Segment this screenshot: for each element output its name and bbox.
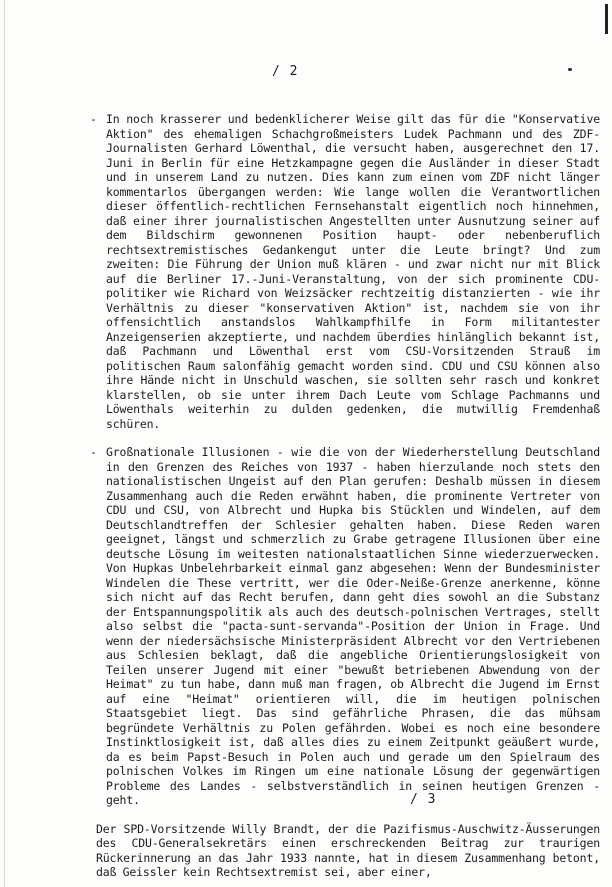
document-body xyxy=(90,112,600,880)
closing-paragraph: Der SPD-Vorsitzende Willy Brandt, der die Pazifismus-Auschwitz-Äusserungen des CDU-Generalsekretärs einen erschreckenden Beitrag zur traurigen Rückerinnerung an das Jahr 1933 nannte, hat in diesem Zusammenhang betont, daß Geissler kein Rechtsextremist sei, aber einer, xyxy=(96,821,600,879)
scan-edge-line xyxy=(4,0,5,887)
scan-speck xyxy=(568,68,572,71)
bullet-item-text: Großnationale Illusionen - wie die von der Wiederherstellung Deutschland in den Grenzen des Reiches von 1937 - haben hierzulande noch stets den nationalistischen Ungeist auf den Plan gerufen: Deshalb müssen in diesem Zusammenhang auch die Reden erwähnt haben, die prominente Vertreter von CDU und CSU, von Albrecht und Hupka bis Stücklen und Windelen, auf dem Deutschlandtreffen der Schlesier gehalten haben. Diese Reden waren geeignet, längst und schmerzlich zu Grabe getragene Illusionen über eine deutsche Lösung im weitesten nationalstaatlichen Sinne wiederzuerwecken. Von Hupkas Unbelehrbarkeit einmal ganz abgesehen: Wenn der Bundesminister Windelen die These vertritt, wer die Oder-Neiße-Grenze anerkenne, könne sich nicht auf das Recht berufen, dann geht dies sowohl an die Substanz der Entspannungspolitik als auch des deutsch-polnischen Vertrages, stellt also selbst die "pacta-sunt-servanda"-Position der Union in Frage. Und wenn der niedersächsische Ministerpräsident Albrecht vor den Vertriebenen aus Schlesien beklagt, daß die angebliche Orientierungslosigkeit von Teilen unserer Jugend mit einer "bewußt betriebenen Abwendung von der Heimat" zu tun habe, dann muß man fragen, ob Albrecht die Jugend im Ernst auf eine "Heimat" orientieren will, die im heutigen polnischen Staatsgebiet liegt. Das sind gefährliche Phrasen, die das mühsam begründete Verhältnis zu Polen gefährden. Wobei es noch eine besondere Instinktlosigkeit ist, daß alles dies zu einem Zeitpunkt geäußert wurde, da es beim Papst-Besuch in Polen auch und gerade um den Spielraum des polnischen Volkes im Ringen um eine nationale Lösung der gegenwärtigen Probleme des Landes - selbstverständlich in seinen heutigen Grenzen - geht. xyxy=(106,445,600,807)
bullet-dash: - xyxy=(90,445,97,459)
bullet-item-text: In noch krasserer und bedenklicherer Weise gilt das für die "Konservative Aktion" des ehemaligen Schachgroßmeisters Ludek Pachmann und des ZDF-Journalisten Gerhard Löwenthal, die versucht haben, ausgerechnet den 17. Juni in Berlin für eine Hetzkampagne gegen die Ausländer in dieser Stadt und in unserem Land zu nutzen. Dies kann zum einen vom ZDF nicht länger kommentarlos übergangen werden: Wie lange wollen die Verantwortlichen dieser öffentlich-rechtlichen Fernsehanstalt eigentlich noch hinnehmen, daß einer ihrer journalistischen Angestellten unter Ausnutzung seiner auf dem Bildschirm gewonnenen Position haupt- oder nebenberuflich rechtsextremistisches Gedankengut unter die Leute bringt? Und zum zweiten: Die Führung der Union muß klären - und zwar nicht nur mit Blick auf die Berliner 17.-Juni-Veranstaltung, von der sich prominente CDU-politiker wie Richard von Weizsäcker rechtzeitig distanzierten - wie ihr Verhältnis zu dieser "konservativen Aktion" ist, nachdem sie von ihr offensichtlich anstandslos Wahlkampfhilfe in Form militantester Anzeigenserien akzeptierte, und nachdem überdies hinlänglich bekannt ist, daß Pachmann und Löwenthal erst vom CSU-Vorsitzenden Strauß im politischen Raum salonfähig gemacht worden sind. CDU und CSU können also ihre Hände nicht in Unschuld waschen, sie sollten sehr rasch und konkret klarstellen, ob sie unter ihrem Dach Leute vom Schlage Pachmanns und Löwenthals weiterhin zu dulden gedenken, die mutwillig Fremdenhaß schüren. xyxy=(106,112,600,431)
page-number-bottom: / 3 xyxy=(410,792,437,807)
page-number-top: / 2 xyxy=(272,64,299,79)
bullet-dash: - xyxy=(90,112,97,126)
scan-corner-mark xyxy=(605,4,608,34)
bullet-item xyxy=(90,112,600,431)
bullet-item xyxy=(90,445,600,808)
